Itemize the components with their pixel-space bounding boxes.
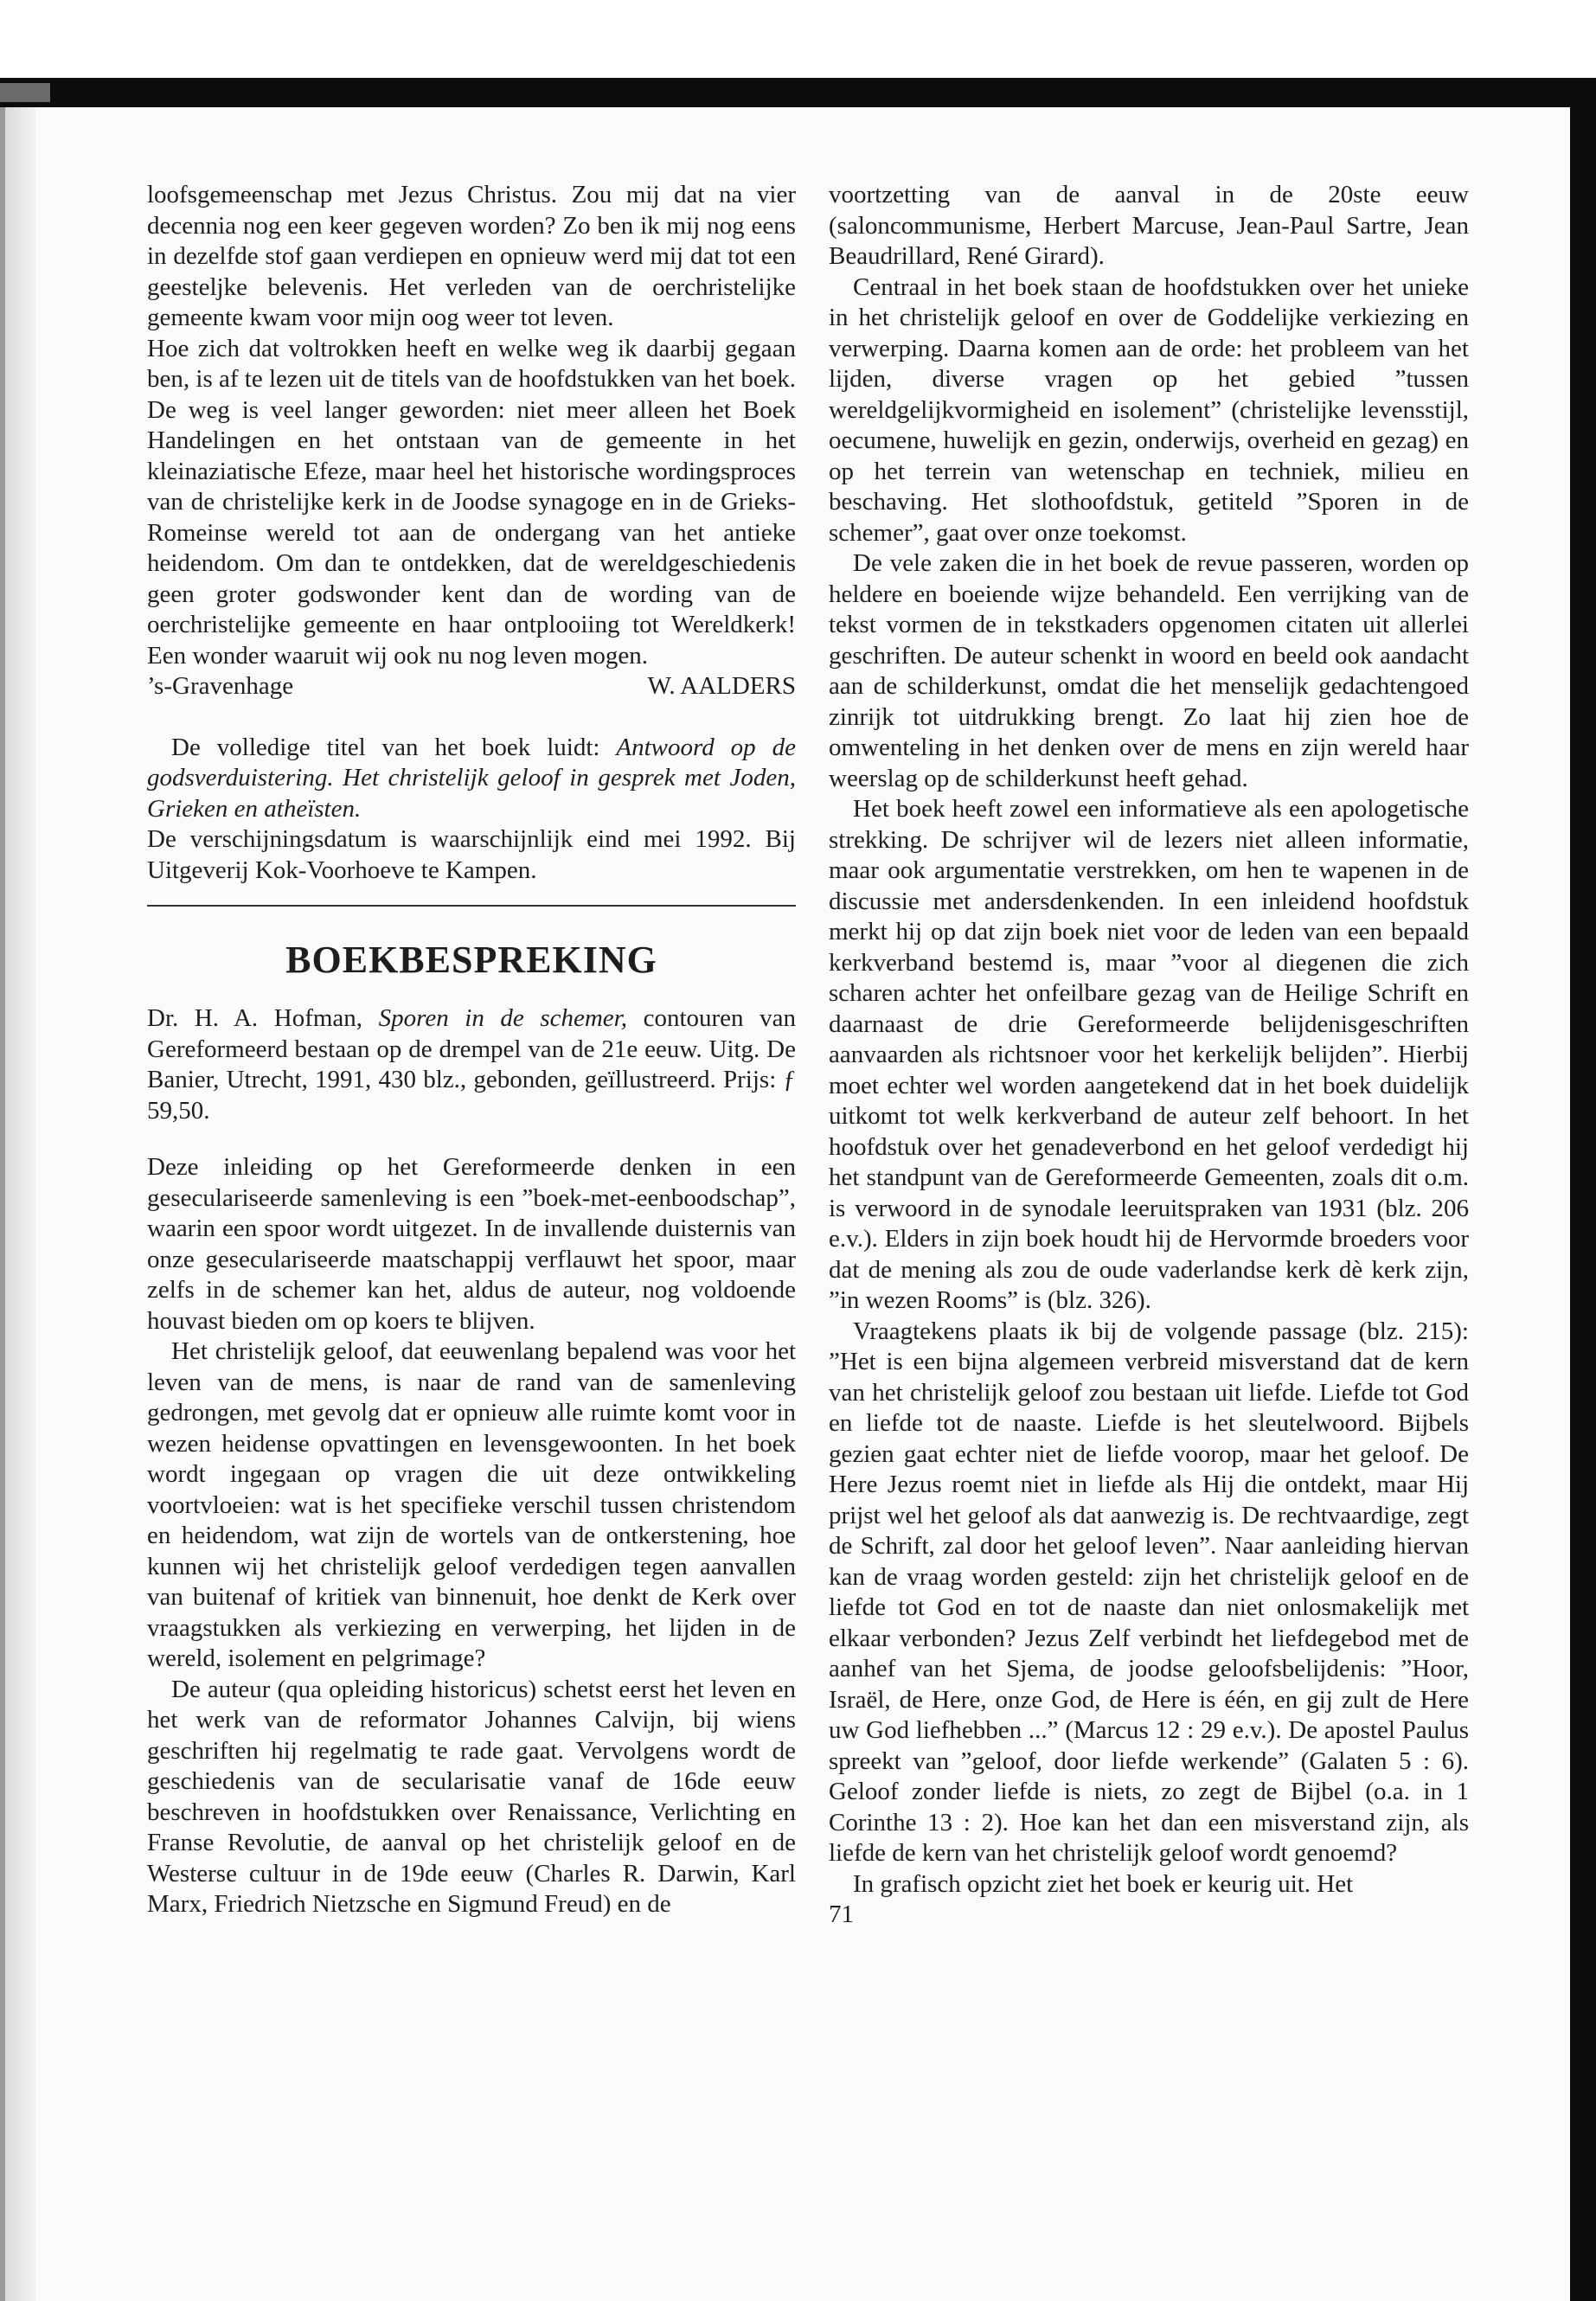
body-paragraph: voortzetting van de aanval in de 20ste eeuw (saloncommunisme, Herbert Marcuse, Jean-Paul Sartre, Jean Beaudrillard, René Girard). [829, 181, 1469, 270]
body-paragraph: De auteur (qua opleiding historicus) schetst eerst het leven en het werk van de reformator Johannes Calvijn, bij wiens geschriften hij regelmatig te rade gaat. Vervolgens wordt de geschiedenis van de secularisatie vanaf de 16de eeuw beschreven in hoofdstukken over Renaissance, Verlichting en Franse Revolutie, de aanval op het christelijk geloof en de Westerse cultuur in de 19de eeuw (Charles R. Darwin, Karl Marx, Friedrich Nietzsche en Sigmund Freud) en de [147, 1675, 796, 1918]
review-details: contouren van Gereformeerd bestaan op de drempel van de 21e eeuw. Uitg. De Banier, Utrecht, 1991, 430 blz., gebonden, geïllustreerd. Prijs: ƒ 59,50. [147, 1004, 796, 1125]
title-note-prefix: De volledige titel van het boek luidt: [171, 733, 617, 761]
title-note [147, 733, 796, 825]
scan-tab-marker [0, 83, 50, 102]
signature-name: W. AALDERS [647, 672, 796, 700]
continuation-paragraph: Hoe zich dat voltrokken heeft en welke weg ik daarbij gegaan ben, is af te lezen uit de titels van de hoofdstukken van het boek. De weg is veel langer geworden: niet meer alleen het Boek Handelingen en het ontstaan van de gemeente in het kleinaziatische Efeze, maar heel het historische wordingsproces van de christelijke kerk in de Joodse synagoge en in de Grieks-Romeinse wereld tot aan de ondergang van het antieke heidendom. Om dan te ontdekken, dat de wereldgeschiedenis geen groter godswonder kent dan de wording van de oerchristelijke gemeente en haar ontplooiing tot Wereldkerk! Een wonder waaruit wij ook nu nog leven mogen. [147, 334, 796, 670]
page-number: 71 [829, 1900, 854, 1928]
body-paragraph: Het christelijk geloof, dat eeuwenlang bepalend was voor het leven van de mens, is naar de rand van de samenleving gedrongen, met gevolg dat er opnieuw alle ruimte komt voor in wezen heidense opvattingen en levensgewoonten. In het boek wordt ingegaan op vragen die uit deze ontwikkeling voortvloeien: wat is het specifieke verschil tussen christendom en heidendom, wat zijn de wortels van de ontkerstening, hoe kunnen wij het christelijk geloof verdedigen tegen aanvallen van buitenaf of kritiek van binnenuit, hoe denkt de Kerk over vraagstukken als verkiezing en verwerping, het lijden in de wereld, isolement en pelgrimage? [147, 1337, 796, 1672]
review-author: Dr. H. A. Hofman, [147, 1004, 379, 1032]
signature-place: ’s-Gravenhage [147, 672, 294, 700]
review-title: Sporen in de schemer, [378, 1004, 627, 1032]
page-gutter-edge [0, 107, 5, 2301]
body-paragraph: Vraagtekens plaats ik bij de volgende passage (blz. 215): ”Het is een bijna algemeen verbreid misverstand dat de kern van het christelijk geloof zou bestaan uit liefde. Liefde tot God en liefde tot de naaste. Liefde is het sleutelwoord. Bijbels gezien gaat echter niet de liefde voorop, maar het geloof. De Here Jezus roemt niet in liefde als Hij die ontdekt, maar Hij prijst wel het geloof als dat aanwezig is. De rechtvaardige, zegt de Schrift, zal door het geloof leven”. Naar aanleiding hiervan kan de vraag worden gesteld: zijn het christelijk geloof en de liefde tot God en tot de naaste dan niet onlosmakelijk met elkaar verbonden? Jezus Zelf verbindt het liefdegebod met de aanhef van het Sjema, de joodse geloofsbelijdenis: ”Hoor, Israël, de Here, onze God, de Here is één, en gij zult de Here uw God liefhebben ...” (Marcus 12 : 29 e.v.). De apostel Paulus spreekt van ”geloof, door liefde werkende” (Galaten 5 : 6). Geloof zonder liefde is niets, zo zegt de Bijbel (o.a. in 1 Corinthe 13 : 2). Hoe kan het dan een misverstand zijn, als liefde de kern van het christelijk geloof wordt genoemd? [829, 1317, 1469, 1867]
spacer [147, 702, 796, 733]
signature-line [147, 671, 796, 702]
scan-shadow-right [1570, 78, 1596, 2301]
right-column [829, 180, 1469, 1931]
scan-shadow-top [0, 78, 1596, 107]
body-paragraph: Het boek heeft zowel een informatieve als een apologetische strekking. De schrijver wil de lezers niet alleen informatie, maar ook argumentatie verstrekken, om hen te wapenen in de discussie met andersdenkenden. In een inleidend hoofdstuk merkt hij op dat zijn boek niet voor de leden van een bepaald kerkverband bestemd is, maar ”voor al diegenen die zich scharen achter het onfeilbare gezag van de Heilige Schrift en daarnaast de drie Gereformeerde belijdenisgeschriften aanvaarden als richtsnoer voor het kerkelijk belijden”. Hierbij moet echter wel worden aangetekend dat in het boek duidelijk uitkomt tot welk kerkverband de auteur zelf behoort. In het hoofdstuk over het genadeverbond en het geloof verdedigt hij het standpunt van de Gereformeerde Gemeenten, zoals dit o.m. is verwoord in de synodale leeruitspraken van 1931 (blz. 206 e.v.). Elders in zijn boek houdt hij de Hervormde broeders voor dat de mening als zou de oude vaderlandse kerk dè kerk zijn, ”in wezen Rooms” is (blz. 326). [829, 795, 1469, 1314]
left-column [147, 180, 796, 1920]
page-gutter [0, 107, 36, 2301]
review-reference [147, 1003, 796, 1126]
publication-note: De verschijningsdatum is waarschijnlijk eind mei 1992. Bij Uitgeverij Kok-Voorhoeve te Kampen. [147, 825, 796, 884]
body-paragraph: Deze inleiding op het Gereformeerde denken in een geseculariseerde samenleving is een ”boek-met-eenboodschap”, waarin een spoor wordt uitgezet. In de invallende duisternis van onze geseculariseerde maatschappij verflauwt het spoor, maar zelfs in de schemer kan het, aldus de auteur, nog voldoende houvast bieden om op koers te blijven. [147, 1153, 796, 1335]
spacer [147, 1126, 796, 1152]
body-paragraph: In grafisch opzicht ziet het boek er keurig uit. Het [853, 1869, 1354, 1898]
title-note-title: Antwoord op de godsverduistering. Het christelijk geloof in gesprek met Joden, Grieken en atheïsten. [147, 733, 796, 823]
section-divider [147, 905, 796, 907]
body-paragraph: De vele zaken die in het boek de revue passeren, worden op heldere en boeiende wijze behandeld. Een verrijking van de tekst vormen de in tekstkaders opgenomen citaten uit allerlei geschriften. De auteur schenkt in woord en beeld ook aandacht aan de schilderkunst, omdat die het menselijk gedachtengoed zinrijk tot uitdrukking brengt. Zo laat hij zien hoe de omwenteling in het denken over de mens en zijn wereld haar weerslag op de schilderkunst heeft gehad. [829, 549, 1469, 792]
section-heading: BOEKBESPREKING [285, 939, 657, 981]
continuation-paragraph: loofsgemeenschap met Jezus Christus. Zou mij dat na vier decennia nog een keer gegeven worden? Zo ben ik mij nog eens in dezelfde stof gaan verdiepen en opnieuw werd mij dat tot een geesteljke belevenis. Het verleden van de oerchristelijke gemeente kwam voor mijn oog weer tot leven. [147, 181, 796, 331]
body-paragraph: Centraal in het boek staan de hoofdstukken over het unieke in het christelijk geloof en over de Goddelijke verkiezing en verwerping. Daarna komen aan de orde: het probleem van het lijden, diverse vragen op het gebied ”tussen wereldgelijkvormigheid en isolement” (christelijke levensstijl, oecumene, huwelijk en gezin, onderwijs, overheid en gezag) en op het terrein van wetenschap en techniek, milieu en beschaving. Het slothoofdstuk, getiteld ”Sporen in de schemer”, gaat over onze toekomst. [829, 272, 1469, 547]
